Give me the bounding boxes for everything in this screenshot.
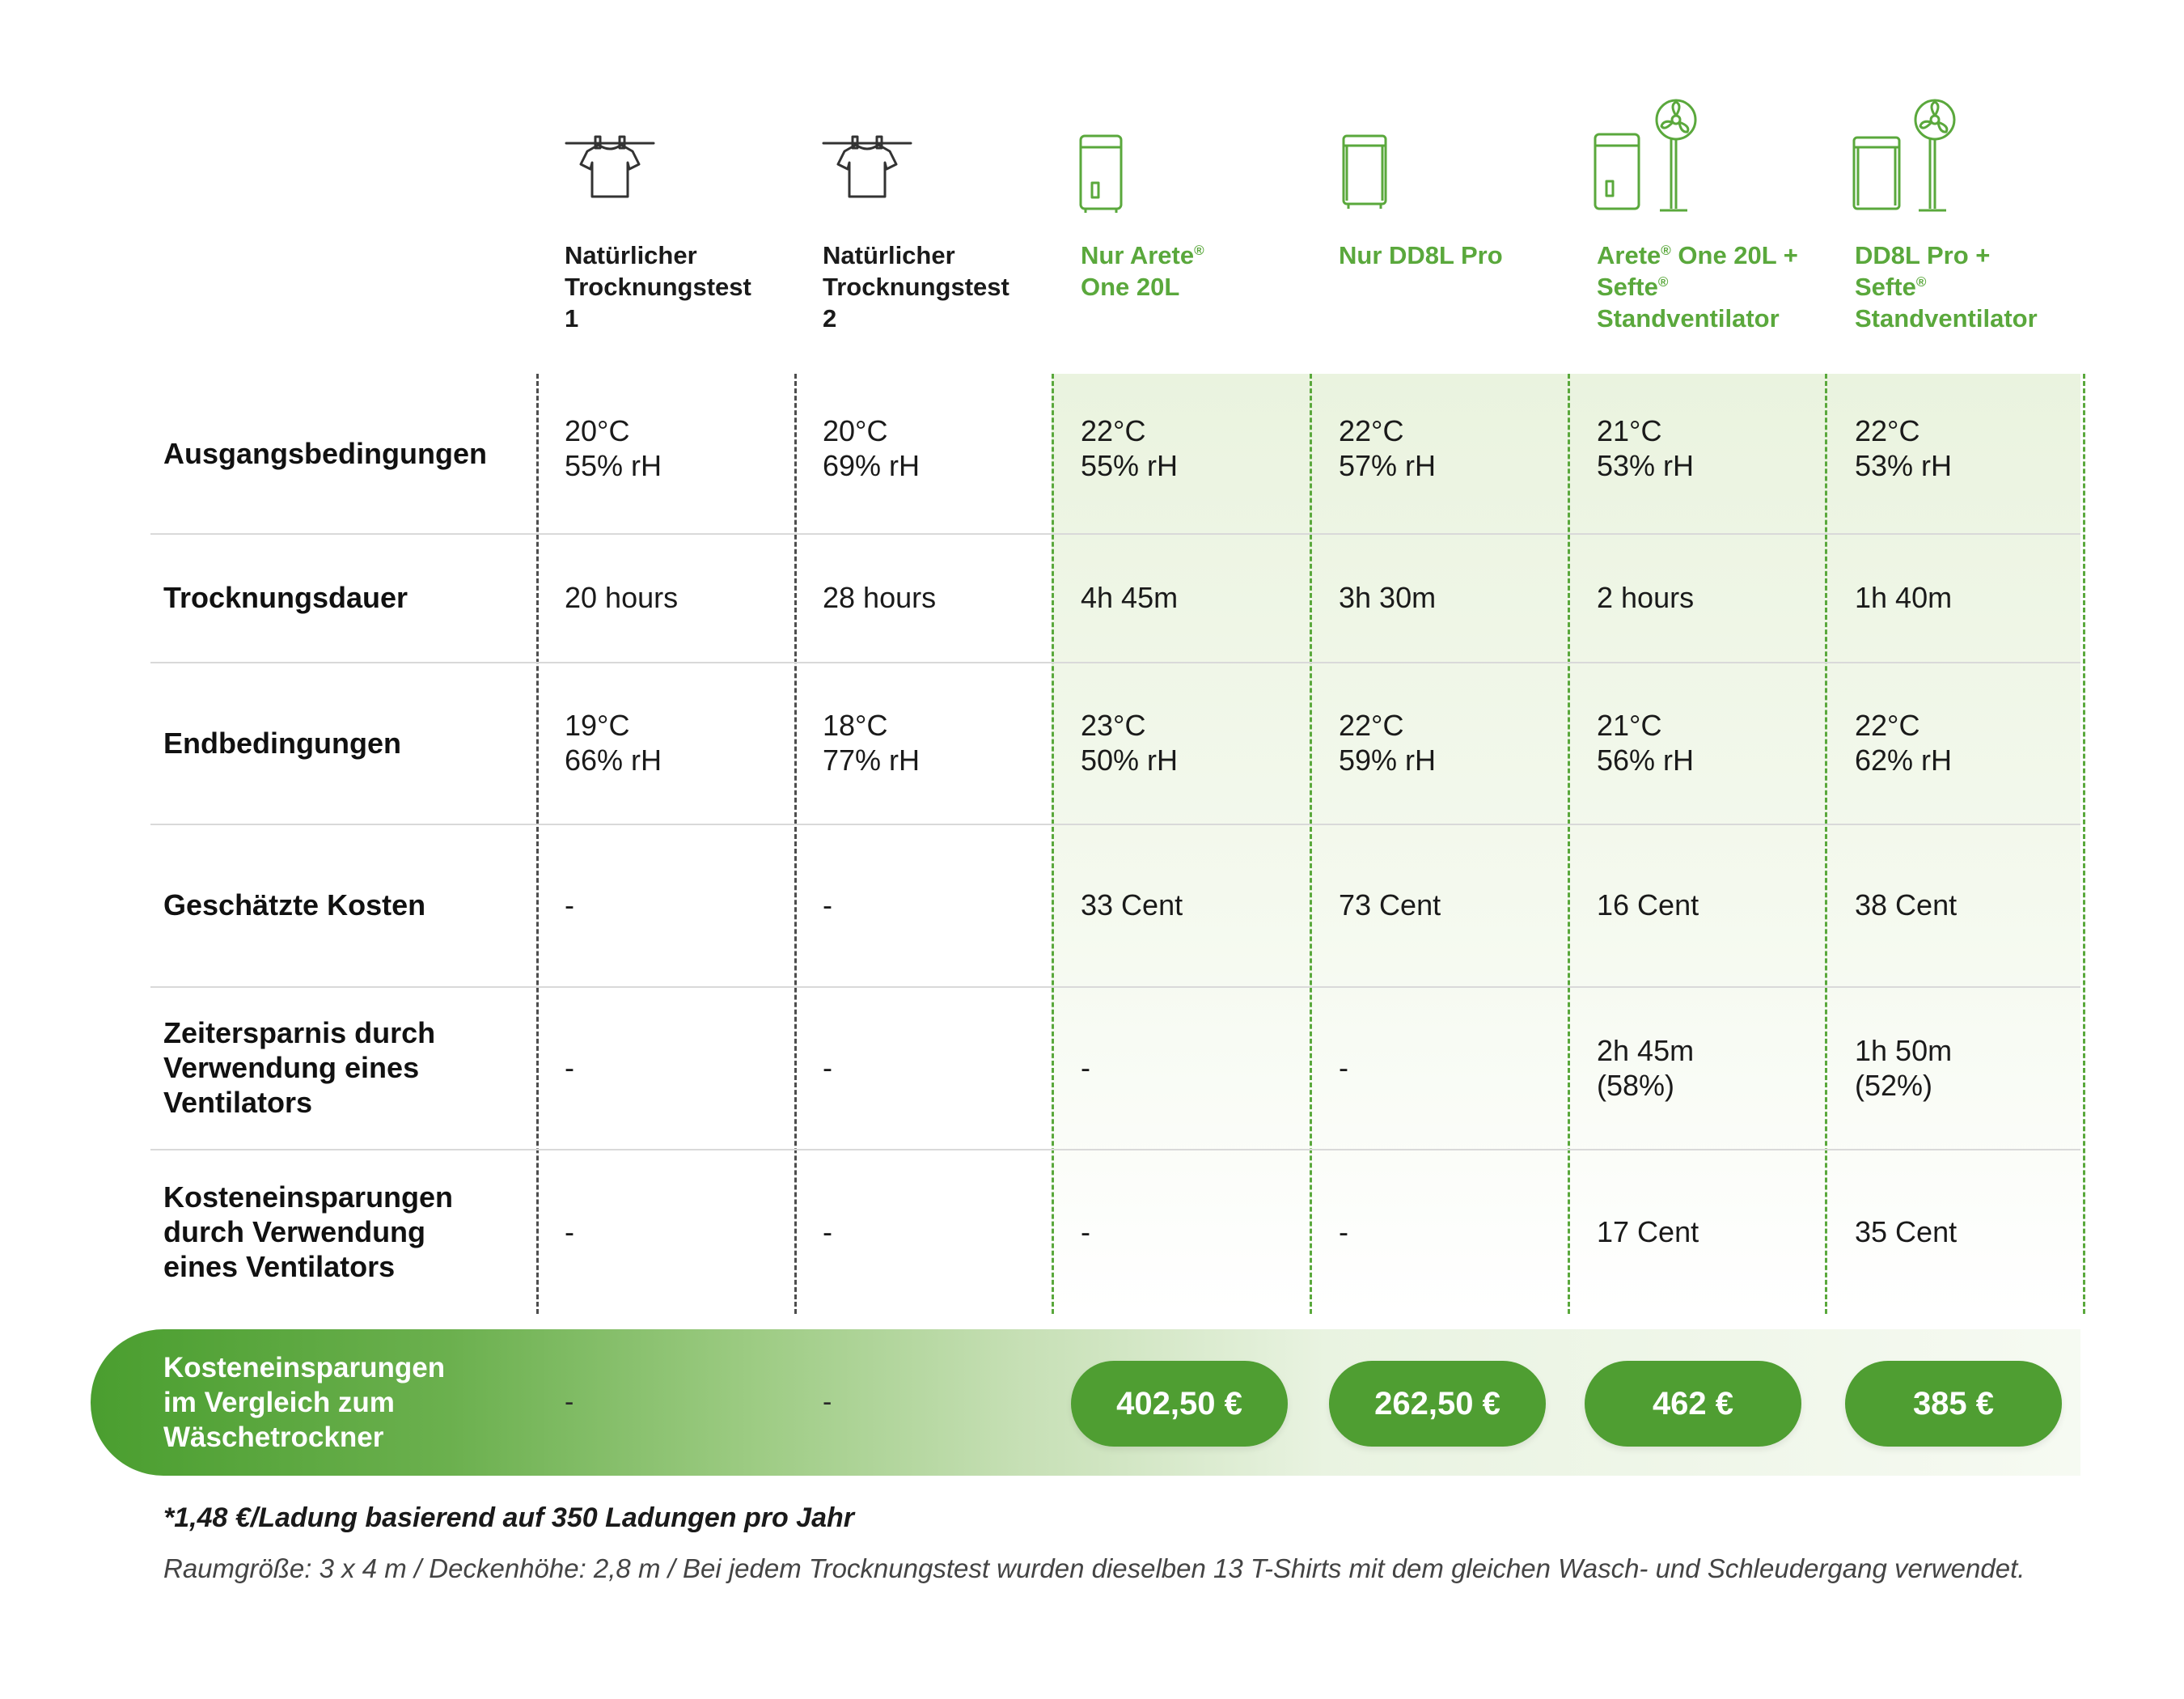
dehumidifier-with-fan-icon	[1851, 97, 1962, 217]
table-cell: -	[823, 1051, 832, 1084]
table-cell: 22°C 59% rH	[1339, 709, 1437, 777]
table-cell: -	[823, 888, 832, 922]
table-cell: 20 hours	[565, 581, 679, 614]
table-cell: 18°C 77% rH	[823, 709, 921, 777]
row-label-initial-conditions: Ausgangsbedingungen	[163, 437, 487, 470]
table-cell: 22°C 53% rH	[1855, 413, 1953, 482]
table-cell: -	[565, 1214, 574, 1248]
table-cell: 1h 40m	[1855, 581, 1953, 614]
table-cell: 22°C 55% rH	[1081, 413, 1179, 482]
column-separator	[536, 374, 539, 1314]
table-cell: 20°C 69% rH	[823, 413, 921, 482]
table-cell: 2h 45m (58%)	[1597, 1033, 1695, 1102]
table-cell: 2 hours	[1597, 581, 1695, 614]
dehumidifier-icon	[1339, 131, 1390, 212]
table-cell: 22°C 57% rH	[1339, 413, 1437, 482]
row-label-drying-time: Trocknungsdauer	[163, 581, 408, 614]
table-cell: -	[565, 888, 574, 922]
row-label-cost-savings: Kosteneinsparungen durch Verwendung eines Ventilators	[163, 1180, 454, 1283]
table-cell: -	[565, 1051, 574, 1084]
footnote-cost-basis: *1,48 €/Ladung basierend auf 350 Ladungen pro Jahr	[163, 1502, 855, 1533]
footnote-test-conditions: Raumgröße: 3 x 4 m / Deckenhöhe: 2,8 m / Bei jedem Trocknungstest wurden dieselben 13 T-Shirts mit dem gleichen Wasch- und Schleudergang verwendet.	[163, 1553, 2025, 1583]
table-cell: 73 Cent	[1339, 888, 1441, 922]
summary-value: -	[565, 1387, 574, 1417]
dehumidifier-icon	[1076, 131, 1126, 215]
savings-pill: 462 €	[1585, 1361, 1801, 1447]
table-cell: -	[823, 1214, 832, 1248]
table-cell: 17 Cent	[1597, 1214, 1699, 1248]
summary-label: Kosteneinsparungen im Vergleich zum Wäschetrockner	[163, 1352, 446, 1453]
savings-pill: 385 €	[1845, 1361, 2062, 1447]
table-cell: -	[1339, 1051, 1348, 1084]
column-header-arete-one: Nur Arete® One 20L	[1081, 241, 1204, 301]
table-cell: 21°C 53% rH	[1597, 413, 1695, 482]
column-header-dd8l-pro-fan: DD8L Pro + Sefte® Standventilator	[1855, 241, 2038, 333]
table-cell: 28 hours	[823, 581, 937, 614]
table-cell: 33 Cent	[1081, 888, 1183, 922]
summary-value: -	[823, 1387, 832, 1417]
column-header-arete-one-fan: Arete® One 20L + Sefte® Standventilator	[1597, 241, 1798, 333]
table-cell: 22°C 62% rH	[1855, 709, 1953, 777]
savings-pill: 262,50 €	[1329, 1361, 1546, 1447]
table-cell: 16 Cent	[1597, 888, 1699, 922]
row-label-time-savings: Zeitersparnis durch Verwendung eines Ventilators	[163, 1016, 436, 1119]
table-cell: 4h 45m	[1081, 581, 1179, 614]
table-cell: 23°C 50% rH	[1081, 709, 1179, 777]
table-cell: 3h 30m	[1339, 581, 1437, 614]
table-cell: -	[1081, 1051, 1090, 1084]
column-header-dd8l-pro: Nur DD8L Pro	[1339, 241, 1503, 269]
column-header-natural-drying-1: Natürlicher Trocknungstest 1	[565, 241, 751, 333]
table-cell: 35 Cent	[1855, 1214, 1958, 1248]
table-cell: 21°C 56% rH	[1597, 709, 1695, 777]
row-label-final-conditions: Endbedingungen	[163, 726, 401, 760]
savings-pill: 402,50 €	[1071, 1361, 1288, 1447]
dehumidifier-with-fan-icon	[1592, 97, 1704, 217]
shirt-on-clothesline-icon	[820, 133, 914, 206]
table-cell: 19°C 66% rH	[565, 709, 662, 777]
table-cell: 20°C 55% rH	[565, 413, 662, 482]
table-cell: 1h 50m (52%)	[1855, 1033, 1953, 1102]
table-cell: -	[1339, 1214, 1348, 1248]
table-cell: 38 Cent	[1855, 888, 1958, 922]
row-label-estimated-cost: Geschätzte Kosten	[163, 888, 426, 922]
column-header-natural-drying-2: Natürlicher Trocknungstest 2	[823, 241, 1009, 333]
shirt-on-clothesline-icon	[563, 133, 657, 206]
table-cell: -	[1081, 1214, 1090, 1248]
